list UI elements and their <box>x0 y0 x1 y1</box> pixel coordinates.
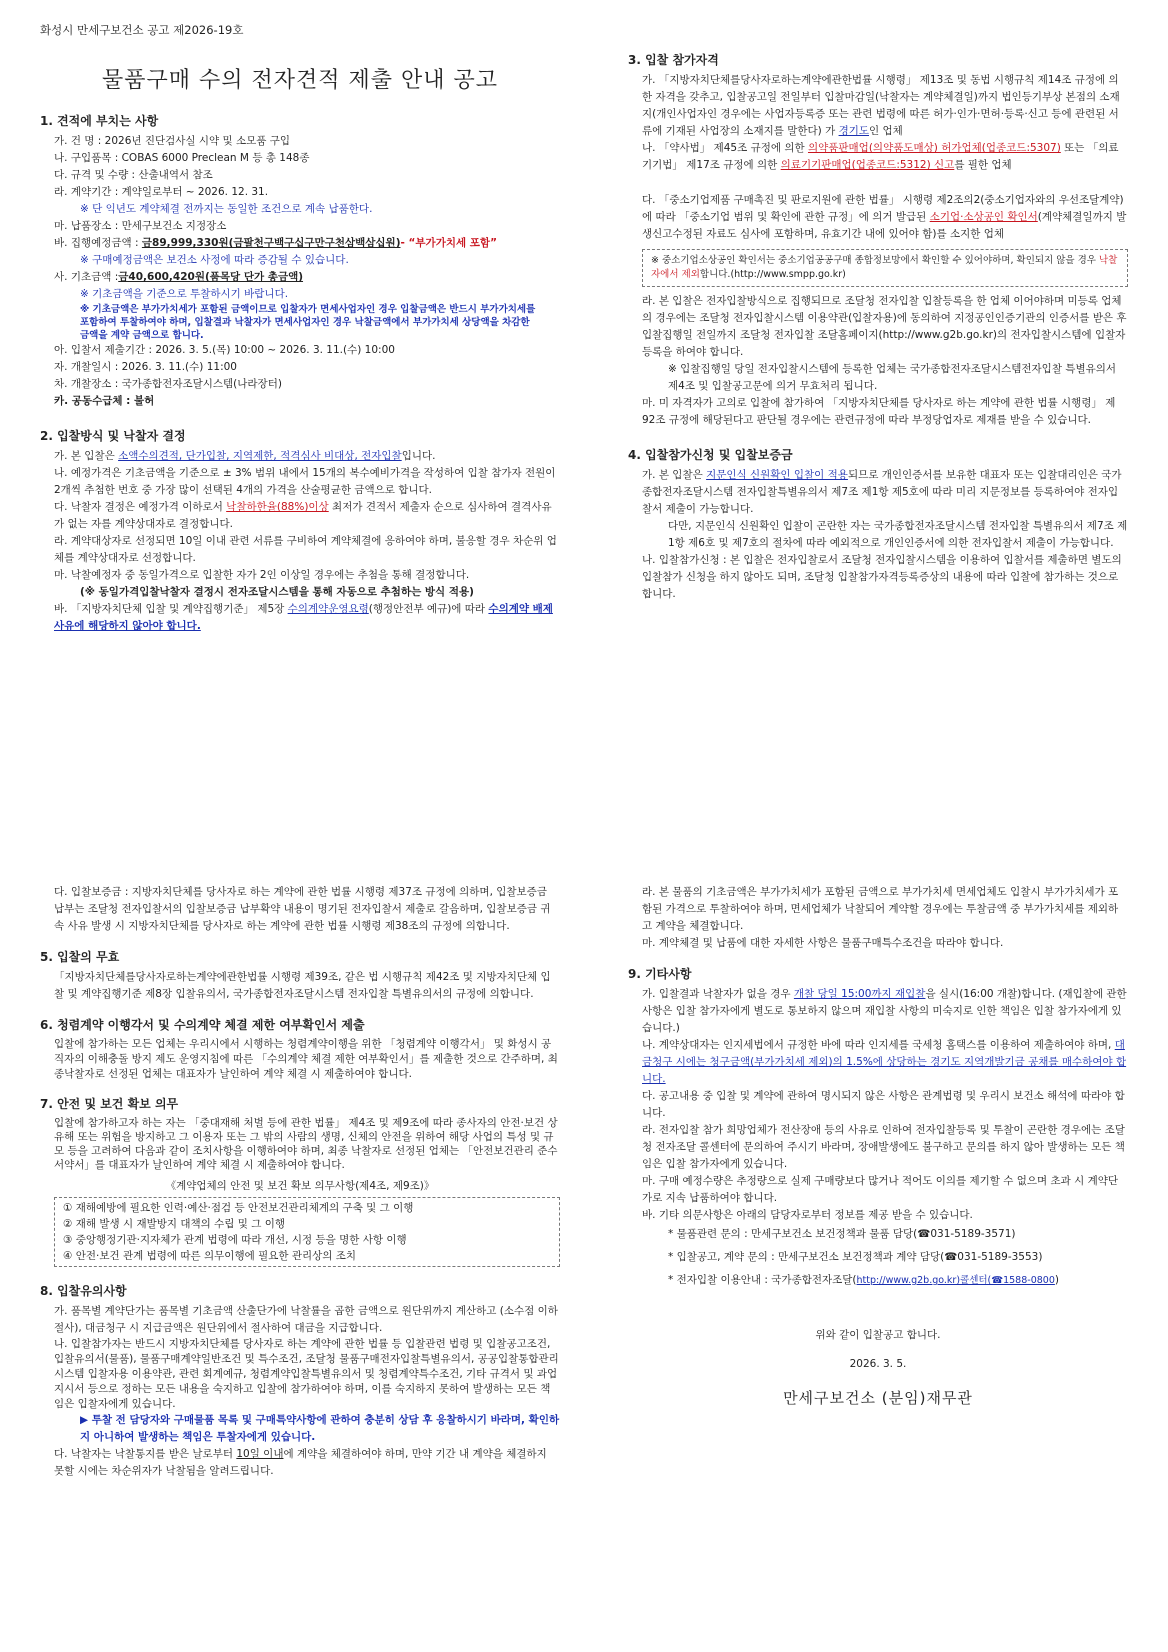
s5-heading: 5. 입찰의 무효 <box>40 950 120 964</box>
s9-c3-link[interactable]: http://www.g2b.go.kr)콜센터(☎1588-0800 <box>856 1275 1055 1286</box>
s7-item: ③ 중앙행정기관·지자체가 관계 법령에 따라 개선, 시정 등을 명한 사항 이행 <box>63 1234 407 1246</box>
s3-ga-hl: 경기도 <box>838 125 869 137</box>
s9-ga-text: 가. 입찰결과 낙찰자가 없을 경우 <box>642 988 794 1000</box>
s4-ga-text: 가. 본 입찰은 <box>642 469 707 481</box>
s3-da-hl: 소기업·소상공인 확인서 <box>929 211 1038 223</box>
s2-da-post: 최저가 견적서 제출자 순으로 심사하여 결격사유가 없는 자를 계약상대자로 결정합니다. <box>54 501 552 530</box>
s3-notice-box <box>642 249 1128 287</box>
s6-heading: 6. 청렴계약 이행각서 및 수의계약 체결 제한 여부확인서 제출 <box>40 1018 365 1032</box>
page-title: 물품구매 수의 전자견적 제출 안내 공고 <box>102 68 498 93</box>
col-bottom-left <box>40 884 560 1480</box>
s3-box-post: 합니다.(http://www.smpp.go.kr) <box>699 269 846 280</box>
s3-ma: 마. 미 자격자가 고의로 입찰에 참가하여 「지방자치단체를 당사자로 하는 계약에 관한 법률 시행령」 제92조 규정에 해당된다고 판단될 경우에는 관련규정에 따라 부정당업자로 제재를 받을 수 있습니다. <box>642 397 1116 426</box>
s8-na-note: ▶ 투찰 전 담당자와 구매물품 목록 및 구매특약사항에 관하여 충분히 상담 후 응찰하시기 바라며, 확인하지 아니하여 발생하는 책임은 투찰자에게 있습니다. <box>80 1414 560 1443</box>
s1-na: 나. 구입품목 : COBAS 6000 Preclean M 등 총 148종 <box>54 152 310 164</box>
s1-sa-note: ※ 기초금액을 기준으로 투찰하시기 바랍니다. <box>80 288 289 300</box>
s8-ma: 마. 계약체결 및 납품에 대한 자세한 사항은 물품구매특수조건을 따라야 합니다. <box>642 937 1004 949</box>
s1-ra-note: ※ 단 익년도 계약체결 전까지는 동일한 조건으로 계속 납품한다. <box>80 203 373 215</box>
s9-na-hl: 대금청구 시에는 청구금액(부가가치세 제외)의 1.5%에 상당하는 경기도 지역개발기금 공채를 매수하여야 합니다. <box>642 1039 1127 1085</box>
s8-ra: 라. 본 물품의 기초금액은 부가가치세가 포함된 금액으로 부가가치세 면세업체도 입찰시 부가가치세가 포함된 가격으로 투찰하여야 하며, 면세업체가 낙찰되어 계약할 경우에는 투찰금액 중 부가가치세를 제외하고 계약을 체결합니다. <box>642 886 1119 932</box>
s2-ba-hl: 수의계약운영요령 <box>287 603 369 615</box>
closing-text: 위와 같이 입찰공고 합니다. <box>815 1329 941 1341</box>
s3-heading: 3. 입찰 참가자격 <box>628 53 719 67</box>
s7-item: ④ 안전·보건 관계 법령에 따른 의무이행에 필요한 관리상의 조치 <box>63 1250 357 1262</box>
s3-ra: 라. 본 입찰은 전자입찰방식으로 집행되므로 조달청 전자입찰 입찰등록을 한 업체 이어야하며 미등록 업체의 경우에는 조달청 전자입찰시스템 이용약관(입찰자용)에 동의하여 지정공인인증기관의 인증서를 받은 후 입찰집행일 전일까지 조달청 전자입찰 조달홈페이지(http://www.g2b.go.kr)의 전자입찰시스템에 입찰자 등록을 하여야 합니다. <box>642 295 1127 358</box>
s3-na-hl2: 의료기기판매업(업종코드:5312) 신고 <box>780 159 955 171</box>
s4-ga <box>628 467 1128 518</box>
s9-ba: 바. 기타 의문사항은 아래의 담당자로부터 정보를 제공 받을 수 있습니다. <box>642 1209 973 1221</box>
s3-da <box>628 192 1128 243</box>
s1-ra: 라. 계약기간 : 계약일로부터 ~ 2026. 12. 31. <box>54 186 269 198</box>
s9-ra: 라. 전자입찰 참가 희망업체가 전산장애 등의 사유로 인하여 전자입찰등록 및 투찰이 곤란한 경우에는 조달청 전자조달 콜센터에 문의하여 주시기 바라며, 장애발생에도 불구하고 문의를 하지 않아 발생하는 모든 책임은 입찰 참가자에게 있습니다. <box>642 1124 1125 1170</box>
s3-box-hl: 낙찰자에서 제외 <box>651 255 1118 280</box>
s8-da-text: 다. 낙찰자는 낙찰통지를 받은 날로부터 <box>54 1448 237 1460</box>
col-top-left <box>40 22 560 635</box>
doc-number: 화성시 만세구보건소 공고 제2026-19호 <box>40 23 244 37</box>
s2-da-hl: 낙찰하한율(88%)이상 <box>226 501 329 513</box>
s2-na: 나. 예정가격은 기초금액을 기준으로 ± 3% 범위 내에서 15개의 복수예비가격을 작성하여 입찰 참가자 전원이 2개씩 추첨한 번호 중 가장 많이 선택된 4개의 가격을 산술평균한 금액으로 합니다. <box>54 467 556 496</box>
s7-box-title: 《계약업체의 안전 및 보건 확보 의무사항(제4조, 제9조)》 <box>165 1180 435 1192</box>
s3-na-hl: 의약품판매업(의약품도매상) 허가업체(업종코드:5307) <box>807 142 1061 154</box>
s2-ma: 마. 낙찰예정자 중 동일가격으로 입찰한 자가 2인 이상일 경우에는 추첨을 통해 결정합니다. <box>54 569 470 581</box>
s1-ba-note: ※ 구매예정금액은 보건소 사정에 따라 증감될 수 있습니다. <box>80 254 349 266</box>
s9-na <box>628 1037 1128 1088</box>
s3-box-text: ※ 중소기업소상공인 확인서는 중소기업공공구매 종합정보망에서 확인할 수 있어야하며, 확인되지 않을 경우 <box>651 255 1099 266</box>
s3-ga <box>628 72 1128 140</box>
s2-ba-text: 바. 「지방자치단체 입찰 및 계약집행기준」 제5장 <box>54 603 288 615</box>
s8-heading: 8. 입찰유의사항 <box>40 1284 127 1298</box>
s4-ga-post: 되므로 개인인증서를 보유한 대표자 또는 입찰대리인은 국가종합전자조달시스템 전자입찰특별유의서 제7조 제1항 제5호에 따라 미리 지문정보를 등록하여야 전자입찰서 제출이 가능합니다. <box>642 469 1122 515</box>
s9-heading: 9. 기타사항 <box>628 967 692 981</box>
s9-ga <box>628 986 1128 1037</box>
s9-na-text: 나. 계약상대자는 인지세법에서 규정한 바에 따라 인지세를 국세청 홈택스를 이용하여 제출하여야 하며, <box>642 1039 1115 1051</box>
s3-ra-note: ※ 입찰집행일 당일 전자입찰시스템에 등록한 업체는 국가종합전자조달시스템전자입찰 특별유의서 제4조 및 입찰공고문에 의거 무효처리 됩니다. <box>668 363 1117 392</box>
s7-heading: 7. 안전 및 보건 확보 의무 <box>40 1097 179 1111</box>
s3-ga-post: 인 업체 <box>869 125 903 137</box>
s8-na: 나. 입찰참가자는 반드시 지방자치단체를 당사자로 하는 계약에 관한 법률 등 입찰관련 법령 및 입찰공고조건, 입찰유의서(물품), 물품구매계약일반조건 및 특수조건, 조달청 물품구매전자입찰특별유의서, 공공입찰통합관리시스템 입찰자용 이용약관, 관련 회계예규, 청렴계약입찰특별유의서 및 청렴계약특수조건, 기타 규격서 및 과업지시서 등으로 정하는 모든 내용을 숙지하고 입찰에 참가하여야 하며, 이를 숙지하지 못하여 발생하는 모든 책임은 입찰자에게 있습니다. <box>54 1338 559 1410</box>
s9-c3-post: ) <box>1054 1274 1059 1286</box>
s1-ga: 가. 건 명 : 2026년 진단검사실 시약 및 소모품 구입 <box>54 135 291 147</box>
s2-ma-note: (※ 동일가격입찰낙찰자 결정시 전자조달시스템을 통해 자동으로 추첨하는 방식 적용) <box>80 586 474 598</box>
s2-ba-hl2: 수의계약 배제사유에 해당하지 않아야 합니다. <box>54 603 553 632</box>
s5-body: 「지방자치단체를당사자로하는계약에관한법률 시행령 제39조, 같은 법 시행규칙 제42조 및 지방자치단체 입찰 및 계약집행기준 제8장 입찰유의서, 국가종합전자조달시스템 전자입찰 특별유의서의 규정에 의합니다. <box>54 971 551 1000</box>
s2-ra: 라. 계약대상자로 선정되면 10일 이내 관련 서류를 구비하여 계약체결에 응하여야 하며, 불응할 경우 차순위 업체를 계약상대자로 선정합니다. <box>54 535 557 564</box>
s8-ga: 가. 품목별 계약단가는 품목별 기초금액 산출단가에 낙찰률을 곱한 금액으로 원단위까지 계산하고 (소수점 이하 절사), 대금청구 시 지급금액은 원단위에서 절사하여 대금을 지급합니다. <box>54 1305 558 1334</box>
s9-da: 다. 공고내용 중 입찰 및 계약에 관하여 명시되지 않은 사항은 관계법령 및 우리시 보건소 해석에 따라야 합니다. <box>642 1090 1125 1119</box>
s2-da-text: 다. 낙찰자 결정은 예정가격 이하로서 <box>54 501 227 513</box>
s7-box <box>54 1197 560 1267</box>
s9-contact-2: * 입찰공고, 계약 문의 : 만세구보건소 보건정책과 계약 담당(☎031-5189-3553) <box>668 1251 1043 1263</box>
s4-ga2: 다만, 지문인식 신원확인 입찰이 곤란한 자는 국가종합전자조달시스템 전자입찰 특별유의서 제7조 제1항 제6호 및 제7호의 절차에 따라 예외적으로 개인인증서에 의한 전자입찰서 제출이 가능합니다. <box>668 520 1128 549</box>
s3-na <box>628 140 1128 174</box>
s7-body: 입찰에 참가하고자 하는 자는 「중대재해 처벌 등에 관한 법률」 제4조 및 제9조에 따라 종사자의 안전·보건 상 유해 또는 위험을 방지하고 그 이용자 또는 그 밖의 사람의 생명, 신체의 안전을 위하여 해당 사업의 특성 및 규모 등을 고려하여 다음과 같이 조치사항을 이행하여야 하며, 최종 낙찰자로 선정된 업체는 「안전보건관리 준수 서약서」를 대표자가 날인하여 계약 체결 시 제출하여야 합니다. <box>54 1117 558 1171</box>
s4-da: 다. 입찰보증금 : 지방자치단체를 당사자로 하는 계약에 관한 법률 시행령 제37조 규정에 의하며, 입찰보증금 납부는 조달청 전자입찰서의 입찰보증금 납부확약 내용이 명기된 전자입찰서 제출로 갈음하며, 입찰보증금 귀속 사유 발생 시 지방자치단체를 당사자로 하는 계약에 관한 법률 시행령 제38조의 규정에 의합니다. <box>54 886 551 932</box>
s3-na-mid: 또는 「의료기기법」 제17조 규정에 의한 <box>642 142 1119 171</box>
s3-ga-text: 가. 「지방자치단체를당사자로하는계약에관한법률 시행령」 제13조 및 동법 시행규칙 제14조 규정에 의한 자격을 갖추고, 입찰공고일 전일부터 입찰마감일(낙찰자는 계약체결일)까지 법인등기부상 본점의 소재지(개인사업자인 경우에는 사업자등록증 또는 관련 법령에 따른 허가·인가·면허·등록·신고 등에 관련된 서류에 기재된 사업장의 소재지를 말한다) 가 <box>642 74 1120 137</box>
s2-ga <box>40 448 560 465</box>
s2-ga-text: 가. 본 입찰은 <box>54 450 119 462</box>
s3-da-text: 다. 「중소기업제품 구매촉진 및 판로지원에 관한 법률」 시행령 제2조의2(중소기업자와의 우선조달계약)에 따라 「중소기업 범위 및 확인에 관한 규정」에 의거 발급된 <box>642 194 1124 223</box>
s4-ga-hl: 지문인식 신원확인 입찰이 적용 <box>706 469 848 481</box>
s1-a: 아. 입찰서 제출기간 : 2026. 3. 5.(목) 10:00 ~ 2026. 3. 11.(수) 10:00 <box>54 344 395 356</box>
s1-da: 다. 규격 및 수량 : 산출내역서 참조 <box>54 169 213 181</box>
s1-sa <box>40 269 560 286</box>
s2-heading: 2. 입찰방식 및 낙찰자 결정 <box>40 429 186 443</box>
signer: 만세구보건소 (분임)재무관 <box>783 1389 973 1407</box>
s1-cha: 차. 개찰장소 : 국가종합전자조달시스템(나라장터) <box>54 378 282 390</box>
s4-na: 나. 입찰참가신청 : 본 입찰은 전자입찰로서 조달청 전자입찰시스템을 이용하여 입찰서를 제출하면 별도의 입찰참가 신청을 하지 않아도 되며, 조달청 입찰참가자격등록증상의 내용에 따라 입찰에 참가하는 것으로 합니다. <box>642 554 1122 600</box>
col-top-right <box>628 52 1128 603</box>
s2-ga-post: 입니다. <box>401 450 436 462</box>
s1-ja: 자. 개찰일시 : 2026. 3. 11.(수) 11:00 <box>54 361 237 373</box>
s1-sa-amount: 금40,600,420원(품목당 단가 총금액) <box>118 271 304 283</box>
s1-ba-vat: - “부가가치세 포함” <box>400 237 497 249</box>
col-bottom-right <box>628 884 1128 1423</box>
s1-ma: 마. 납품장소 : 만세구보건소 지정장소 <box>54 220 227 232</box>
s8-da <box>40 1446 560 1480</box>
s3-na-text: 나. 「약사법」 제45조 규정에 의한 <box>642 142 808 154</box>
s9-c3-text: * 전자입찰 이용안내 : 국가종합전자조달( <box>668 1274 857 1286</box>
s9-contact-1: * 물품관련 문의 : 만세구보건소 보건정책과 물품 담당(☎031-5189-3571) <box>668 1228 1016 1240</box>
notice-date: 2026. 3. 5. <box>849 1358 907 1370</box>
s9-ma: 마. 구매 예정수량은 추정량으로 실제 구매량보다 많거나 적어도 이의를 제기할 수 없으며 초과 시 계약단가로 지속 납품하여야 합니다. <box>642 1175 1119 1204</box>
s1-heading: 1. 견적에 부치는 사항 <box>40 114 159 128</box>
s3-da-post: (계약체결일까지 발생신고수정된 자료도 심사에 포함하며, 유효기간 내에 있어야 함)를 소지한 업체 <box>642 211 1127 240</box>
s1-sa-note2: ※ 기초금액은 부가가치세가 포함된 금액이므로 입찰자가 면세사업자인 경우 입찰금액은 반드시 부가가치세를 포함하여 투찰하여야 하며, 입찰결과 낙찰자가 면세사업자인 경우 낙찰금액에서 부가가치세 상당액을 차감한 금액을 계약 금액으로 합니다. <box>80 304 536 341</box>
s9-ga-hl: 개찰 당일 15:00까지 재입찰 <box>793 988 926 1000</box>
s9-contact-3 <box>628 1272 1128 1289</box>
s1-ba-amount: 금89,999,330원(금팔천구백구십구만구천삼백삼십원) <box>141 237 401 249</box>
s8-da-hl: 10일 이내 <box>236 1448 284 1460</box>
s2-ga-hl: 소액수의견적, 단가입찰, 지역제한, 적격심사 비대상, 전자입찰 <box>118 450 402 462</box>
s6-body: 입찰에 참가하는 모든 업체는 우리시에서 시행하는 청렴계약이행을 위한 「청렴계약 이행각서」 및 화성시 공직자의 이해충돌 방지 제도 운영지침에 따른 「수의계약 체결 제한 여부확인서」를 제출한 것으로 간주하며, 최종낙찰자로 선정된 업체는 대표자가 날인하여 계약 체결 시 제출하여야 합니다. <box>54 1038 558 1080</box>
s8-da-post: 에 계약을 체결하여야 하며, 만약 기간 내 계약을 체결하지 못할 시에는 차순위자가 낙찰됨을 알려드립니다. <box>54 1448 547 1477</box>
s4-heading: 4. 입찰참가신청 및 입찰보증금 <box>628 448 793 462</box>
s1-ka: 카. 공동수급체 : 불허 <box>54 395 155 407</box>
s1-ba-label: 바. 집행예정금액 : <box>54 237 142 249</box>
s7-item: ② 재해 발생 시 재발방지 대책의 수립 및 그 이행 <box>63 1218 286 1230</box>
s1-sa-label: 사. 기초금액 : <box>54 271 119 283</box>
s2-ba-mid: (행정안전부 예규)에 따라 <box>368 603 489 615</box>
s1-ba <box>40 235 560 252</box>
s9-ga-post: 을 실시(16:00 개찰)합니다. (재입찰에 관한 사항은 입찰 참가자에게 별도로 통보하지 않으며 재입찰 사항의 미숙지로 인한 책임은 입찰 참가자에게 있습니다.) <box>642 988 1127 1034</box>
s7-item: ① 재해예방에 필요한 인력·예산·점검 등 안전보건관리체계의 구축 및 그 이행 <box>63 1202 414 1214</box>
s2-da <box>40 499 560 533</box>
s3-na-post: 를 필한 업체 <box>954 159 1012 171</box>
s2-ba <box>40 601 560 635</box>
